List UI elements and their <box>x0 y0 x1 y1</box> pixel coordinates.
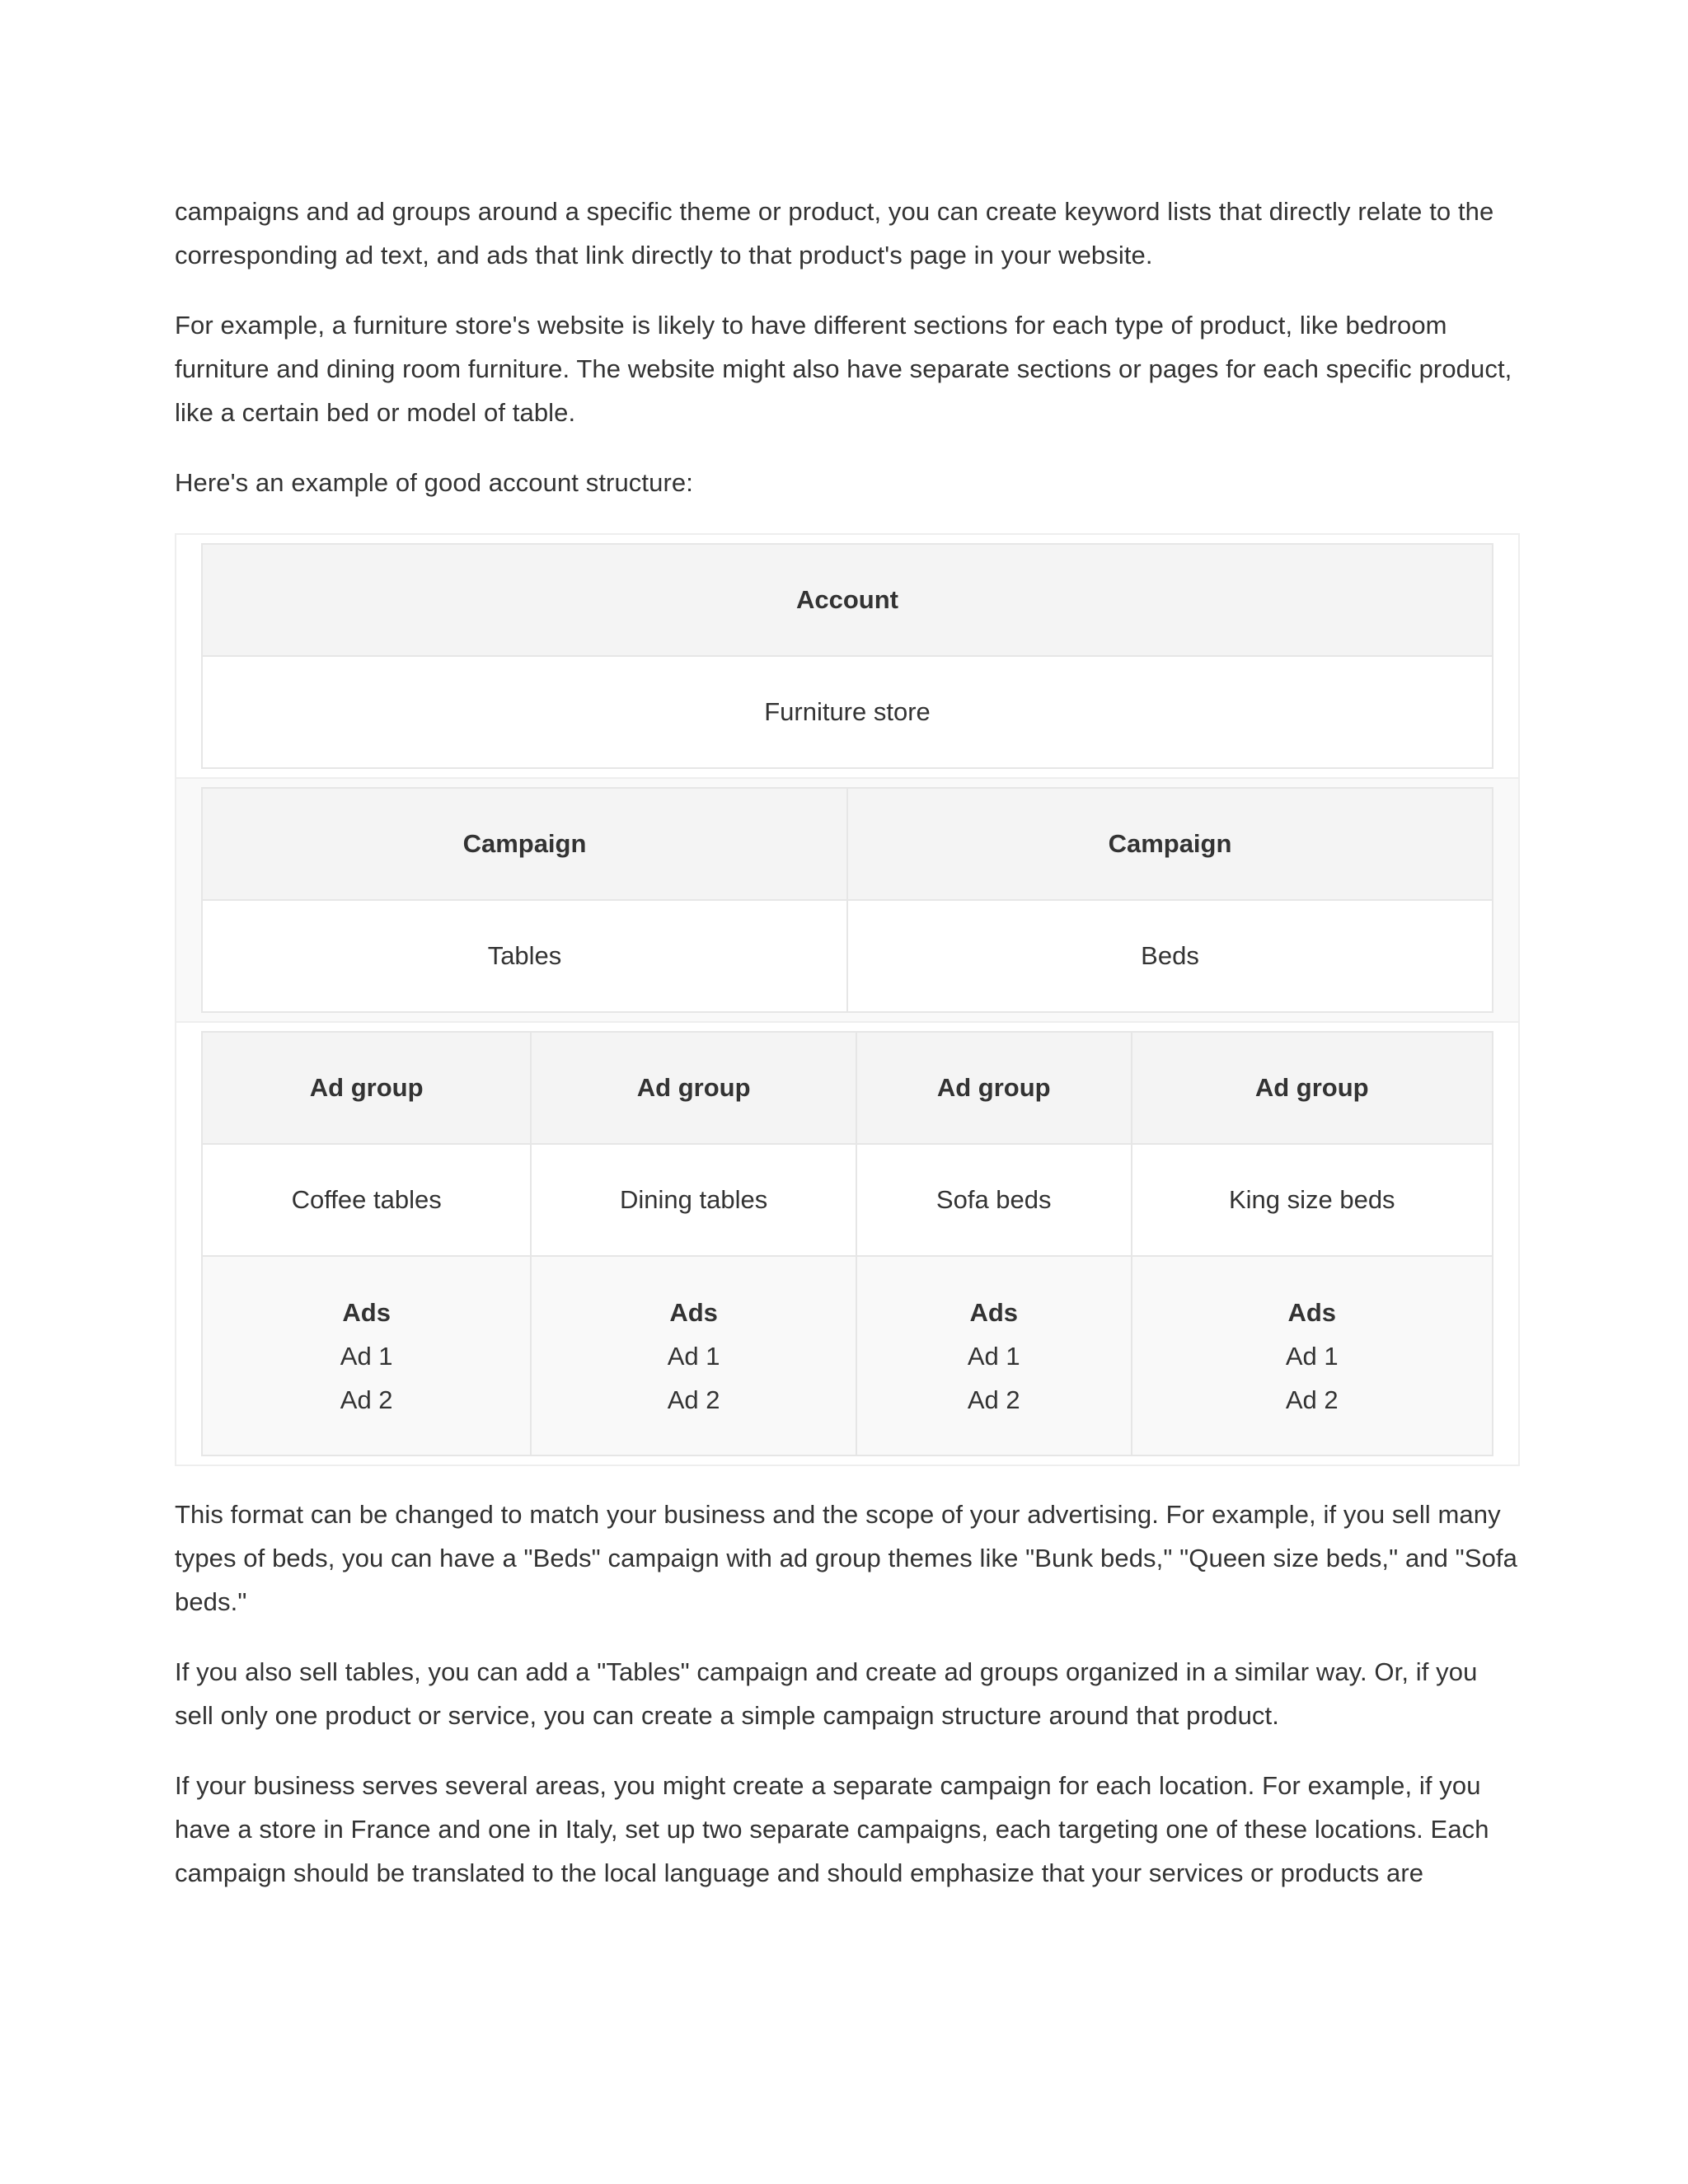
ad-group-header: Ad group <box>202 1032 531 1144</box>
ad-item: Ad 1 <box>967 1341 1020 1371</box>
outro-paragraph-3: If your business serves several areas, you might create a separate campaign for each location. For example, if you have a store in France and one in Italy, set up two separate campaigns, each targeting one of these locations. Each campaign should be translated to the local language and should emphasize that your services or products are <box>175 1771 1489 1887</box>
campaign-header: Campaign <box>847 788 1493 900</box>
ads-title: Ads <box>1287 1297 1337 1327</box>
ads-title: Ads <box>969 1297 1019 1327</box>
account-table <box>201 543 1493 769</box>
account-level <box>176 535 1518 779</box>
ad-group-value: Sofa beds <box>856 1144 1132 1256</box>
ads-cell <box>1132 1256 1493 1455</box>
intro-paragraph-3: Here's an example of good account structure: <box>175 468 693 497</box>
account-value: Furniture store <box>202 656 1493 768</box>
ad-group-value: Coffee tables <box>202 1144 531 1256</box>
campaign-header: Campaign <box>202 788 847 900</box>
ad-group-value: Dining tables <box>531 1144 856 1256</box>
ad-group-header: Ad group <box>856 1032 1132 1144</box>
campaign-value: Beds <box>847 900 1493 1012</box>
ad-group-header: Ad group <box>1132 1032 1493 1144</box>
ads-cell <box>531 1256 856 1455</box>
ad-item: Ad 2 <box>667 1385 720 1414</box>
ad-item: Ad 2 <box>340 1385 393 1414</box>
campaign-level <box>176 779 1518 1023</box>
ad-item: Ad 1 <box>1285 1341 1339 1371</box>
ad-group-value: King size beds <box>1132 1144 1493 1256</box>
outro-paragraph-1: This format can be changed to match your business and the scope of your advertising. For example, if you sell many types of beds, you can have a "Beds" campaign with ad group themes like "Bunk beds," "Queen size beds," and "Sofa beds." <box>175 1500 1517 1616</box>
ad-item: Ad 1 <box>340 1341 393 1371</box>
campaign-table <box>201 787 1493 1013</box>
outro-paragraph-2: If you also sell tables, you can add a "Tables" campaign and create ad groups organized in a similar way. Or, if you sell only one product or service, you can create a simple campaign structure around that product. <box>175 1657 1478 1730</box>
account-structure-diagram <box>175 533 1520 1466</box>
ads-cell <box>856 1256 1132 1455</box>
document-page <box>175 190 1518 1895</box>
ad-group-header: Ad group <box>531 1032 856 1144</box>
ad-item: Ad 2 <box>967 1385 1020 1414</box>
ad-group-table <box>201 1031 1493 1456</box>
ad-item: Ad 2 <box>1285 1385 1339 1414</box>
ad-group-level <box>176 1023 1518 1465</box>
ad-item: Ad 1 <box>667 1341 720 1371</box>
intro-paragraph-1: campaigns and ad groups around a specific theme or product, you can create keyword lists that directly relate to the corresponding ad text, and ads that link directly to that product's page in your website. <box>175 197 1494 269</box>
intro-paragraph-2: For example, a furniture store's website is likely to have different sections for each type of product, like bedroom furniture and dining room furniture. The website might also have separate sections or pages for each specific product, like a certain bed or model of table. <box>175 311 1512 427</box>
ads-title: Ads <box>342 1297 391 1327</box>
account-header: Account <box>202 544 1493 656</box>
ads-cell <box>202 1256 531 1455</box>
campaign-value: Tables <box>202 900 847 1012</box>
ads-title: Ads <box>669 1297 718 1327</box>
